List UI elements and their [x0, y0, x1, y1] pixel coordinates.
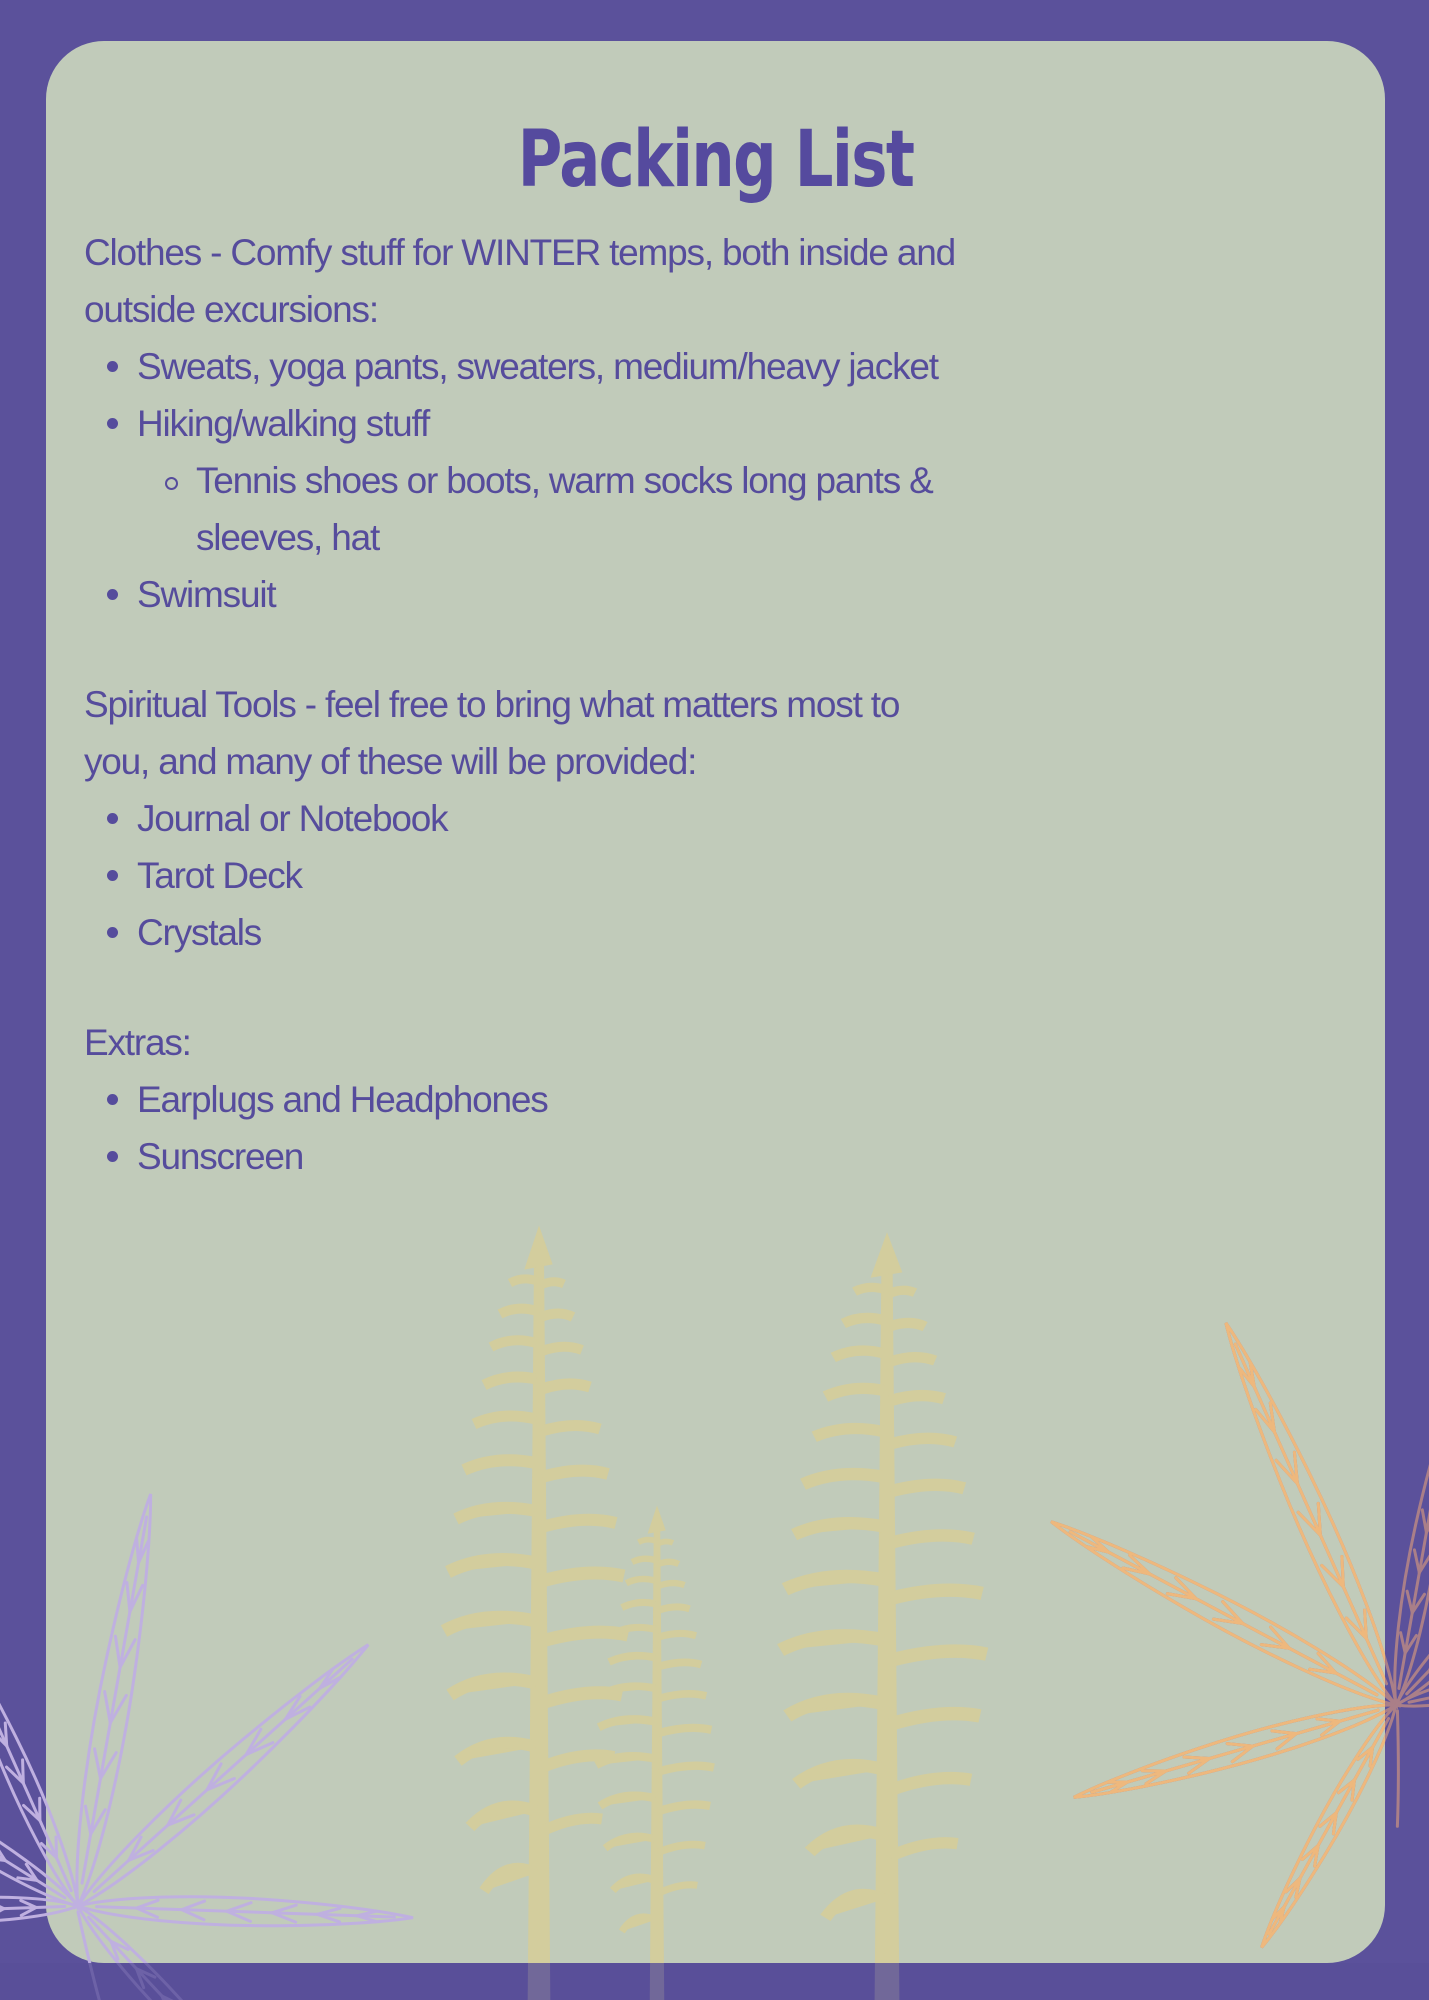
list-item-label: sleeves, hat: [196, 517, 380, 558]
list-item-label: Earplugs and Headphones: [137, 1079, 548, 1120]
section-clothes: [84, 224, 1374, 623]
list-item-label: Tarot Deck: [137, 855, 302, 896]
bullet-icon: [107, 1094, 118, 1105]
list-item-label: Sunscreen: [137, 1136, 304, 1177]
list-item-label: Swimsuit: [137, 574, 276, 615]
bullet-icon: [107, 589, 118, 600]
list-sub-item: [84, 452, 1374, 566]
list-item-label: Crystals: [137, 912, 262, 953]
section-heading: [84, 224, 1374, 338]
section-extras: [84, 1014, 1374, 1185]
list-item: [84, 1128, 1374, 1185]
list-item: [84, 566, 1374, 623]
bullet-icon: [107, 870, 118, 881]
heading-line: you, and many of these will be provided:: [84, 741, 697, 782]
heading-line: Spiritual Tools - feel free to bring what matters most to: [84, 684, 900, 725]
list-item: [84, 338, 1374, 395]
list-item: [84, 904, 1374, 961]
circle-bullet-icon: [165, 477, 178, 490]
bullet-icon: [107, 418, 118, 429]
list-item-label: Sweats, yoga pants, sweaters, medium/heavy jacket: [137, 346, 938, 387]
bullet-icon: [107, 813, 118, 824]
list-item-label: Tennis shoes or boots, warm socks long pants &: [196, 460, 933, 501]
page-title: Packing List: [517, 115, 914, 205]
section-heading: [84, 1014, 1374, 1071]
list-item: [84, 847, 1374, 904]
bottom-border-band: [0, 1963, 1429, 2000]
heading-line: outside excursions:: [84, 289, 378, 330]
bullet-icon: [107, 927, 118, 938]
bullet-icon: [107, 361, 118, 372]
heading-line: Clothes - Comfy stuff for WINTER temps, both inside and: [84, 232, 955, 273]
packing-list: [84, 224, 1374, 1185]
heading-line: Extras:: [84, 1022, 191, 1063]
list-item-label: Hiking/walking stuff: [137, 403, 430, 444]
list-item: [84, 1071, 1374, 1128]
list-item-label: Journal or Notebook: [137, 798, 448, 839]
list-item: [84, 395, 1374, 452]
section-heading: [84, 676, 1374, 790]
bullet-icon: [107, 1151, 118, 1162]
section-spiritual-tools: [84, 676, 1374, 961]
list-item: [84, 790, 1374, 847]
